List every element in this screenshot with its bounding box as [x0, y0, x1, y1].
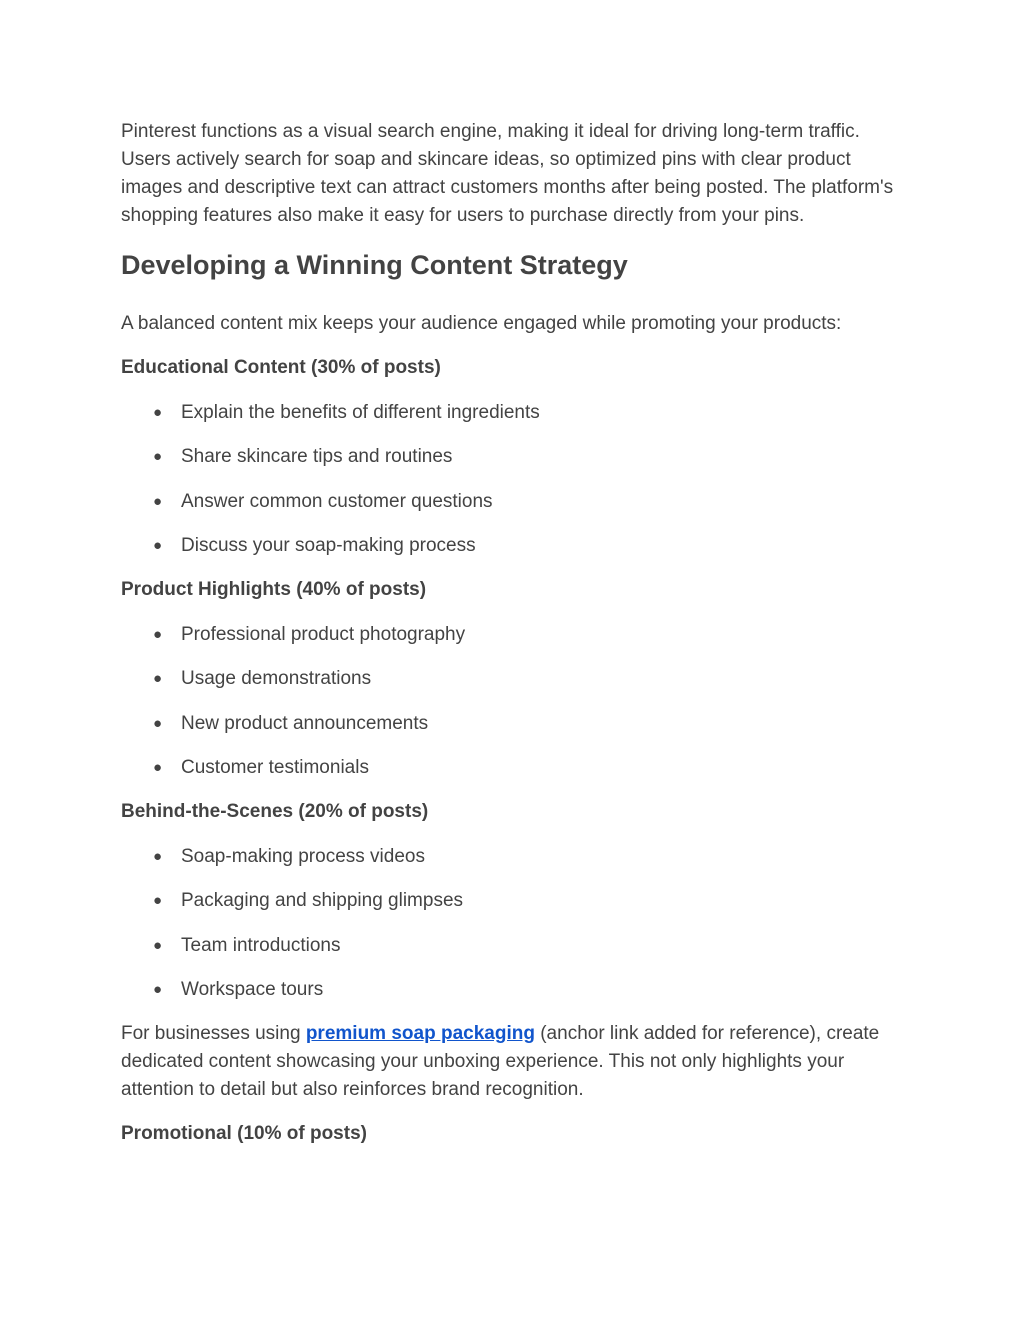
list-item: [121, 665, 904, 693]
list-item-text: Workspace tours: [181, 979, 324, 1000]
bullet-icon: ●: [153, 492, 163, 510]
bullet-icon: ●: [153, 537, 163, 554]
list-item-text: New product announcements: [181, 712, 429, 734]
premium-soap-packaging-link[interactable]: premium soap packaging: [305, 1023, 535, 1044]
bullet-icon: ●: [153, 714, 163, 732]
bullet-icon: ●: [153, 625, 163, 643]
bullet-icon: ●: [153, 448, 163, 465]
list-item: [121, 399, 904, 427]
bullet-icon: ●: [153, 892, 163, 909]
bullet-icon: ●: [153, 847, 163, 865]
list-item: [121, 488, 904, 516]
closing-text-before-link: For businesses using: [121, 1023, 306, 1044]
list-item-text: Soap-making process videos: [181, 845, 425, 867]
lead-paragraph: A balanced content mix keeps your audience engaged while promoting your products:: [121, 313, 842, 334]
list-item: [121, 621, 904, 649]
list-item: [121, 843, 904, 871]
list-item: [121, 754, 904, 782]
list-item: [121, 887, 904, 915]
section-title-promotional: Promotional (10% of posts): [121, 1123, 367, 1144]
section-title-product-highlights: Product Highlights (40% of posts): [121, 579, 427, 600]
list-item-text: Discuss your soap-making process: [181, 535, 476, 556]
intro-paragraph: Pinterest functions as a visual search engine, making it ideal for driving long-term traffic. Users actively search for soap and skincare ideas, so optimized pins with clear product images and descriptive text can attract customers months after being posted. The platform's shopping features also make it easy for users to purchase directly from your pins.: [121, 121, 894, 226]
section-title-educational: Educational Content (30% of posts): [121, 357, 441, 378]
closing-paragraph: [121, 1020, 904, 1104]
bullet-list-product-highlights: [121, 621, 904, 783]
bullet-icon: ●: [153, 759, 163, 776]
list-item-text: Usage demonstrations: [181, 668, 372, 689]
list-item-text: Explain the benefits of different ingredients: [181, 401, 540, 423]
bullet-icon: ●: [153, 670, 163, 687]
list-item-text: Team introductions: [181, 934, 341, 956]
list-item: [121, 710, 904, 738]
list-item-text: Packaging and shipping glimpses: [181, 890, 464, 911]
list-item-text: Share skincare tips and routines: [181, 446, 453, 467]
bullet-icon: ●: [153, 981, 163, 998]
bullet-list-behind-the-scenes: [121, 843, 904, 1005]
bullet-list-educational: [121, 399, 904, 561]
list-item: [121, 443, 904, 471]
list-item-text: Professional product photography: [181, 623, 466, 645]
bullet-icon: ●: [153, 936, 163, 954]
list-item: [121, 976, 904, 1004]
closing-text-after-link: (anchor link added for reference), create dedicated content showcasing your unboxing experience. This not only highlights your attention to detail but also reinforces brand recognition.: [121, 1023, 880, 1100]
section-title-behind-the-scenes: Behind-the-Scenes (20% of posts): [121, 801, 429, 822]
list-item-text: Customer testimonials: [181, 757, 369, 778]
list-item-text: Answer common customer questions: [181, 490, 493, 512]
list-item: [121, 532, 904, 560]
section-heading: Developing a Winning Content Strategy: [121, 250, 628, 280]
list-item: [121, 932, 904, 960]
bullet-icon: ●: [153, 403, 163, 421]
